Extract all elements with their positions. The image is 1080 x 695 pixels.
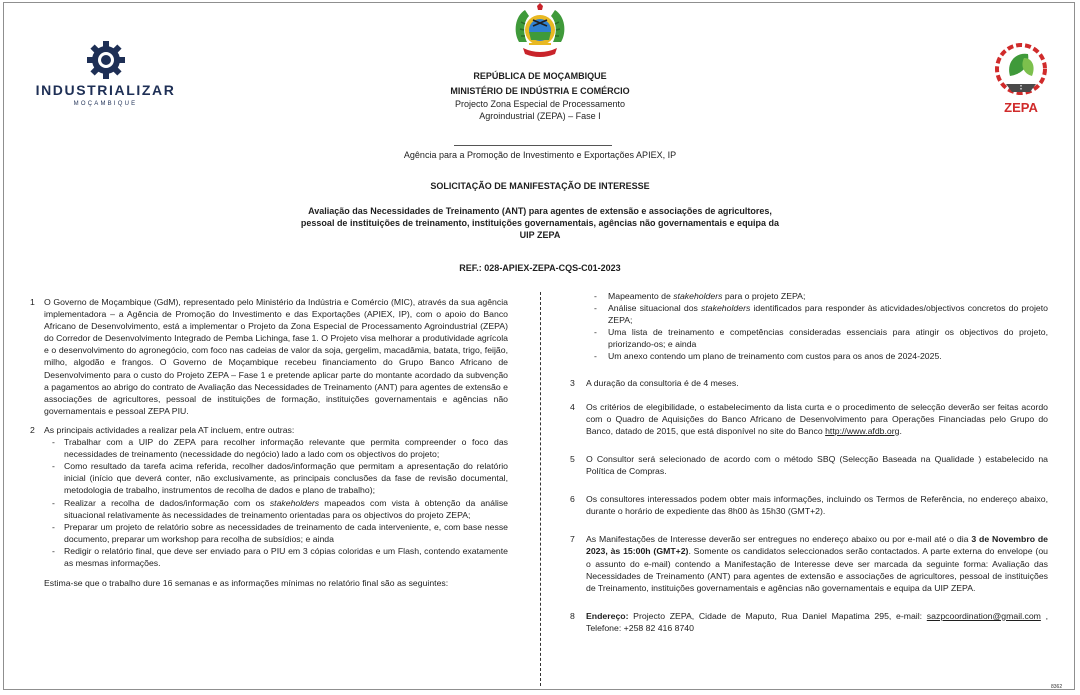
paragraph-number: 4	[570, 401, 575, 412]
paragraph-1	[30, 296, 508, 417]
list-item	[570, 302, 1048, 326]
footer-code: 8362	[1051, 684, 1063, 690]
list-item	[30, 460, 508, 496]
mozambique-emblem-icon	[509, 2, 571, 64]
left-column	[30, 296, 508, 589]
paragraph-5	[570, 453, 1048, 477]
paragraph-7	[570, 533, 1048, 593]
paragraph-text: .	[899, 425, 902, 436]
paragraph-number: 5	[570, 453, 575, 464]
dash-bullet: -	[52, 545, 55, 556]
phone-text: , Telefone: +258 82 416 8740	[586, 610, 1049, 633]
paragraph-text: O Governo de Moçambique (GdM), representado pelo Ministério da Indústria e Comércio (MIC), através da sua agência implementadora – a Agência de Promoção do Investimento e das Exportações (APIEX, IP), com o apoio do Banco Africano de Desenvolvimento, está a implementar o Projeto da Zona Especial de Processamento Agroindustrial (ZEPA) do Corredor de Desenvolvimento Integrado de Pemba Lichinga, fase 1. O Projeto visa melhorar a produtividade agrícola e o desenvolvimento do agronegócio, com foco nas cadeias de valor da soja, gergelim, macadâmia, batata, trigo, feijão, milho, algodão e frangos. O Governo de Moçambique recebeu financiamento do Grupo Banco Africano de Desenvolvimento para o custo do Projeto ZEPA – Fase 1 e pretende aplicar parte do montante acordado da subvenção a pagamentos ao abrigo do contrato de Avaliação das Necessidades de Treinamento (ANT) para agentes de extensão e associações de agricultores, pessoal de instituições de formação, instituições governamentais e agências não governamentais e pessoal ZEPA PIU.	[44, 297, 508, 416]
list-item-emphasis: stakeholders	[269, 497, 320, 508]
project-line-2: Agroindustrial (ZEPA) – Fase I	[479, 111, 601, 121]
list-item-text: Preparar um projeto de relatório sobre as necessidades de treinamento de cada interveniente, e, com base nesse documento, preparar um workshop para recolha de subsídios; e ainda	[64, 521, 508, 544]
paragraph-text: Os consultores interessados podem obter mais informações, incluindo os Termos de Referência, no endereço abaixo, durante o horário de expediente das 8h00 às 15h30 (GMT+2).	[586, 494, 1048, 517]
dash-bullet: -	[52, 437, 55, 448]
reference-number: REF.: 028-APIEX-ZEPA-CQS-C01-2023	[459, 263, 621, 273]
logo-left-name: INDUSTRIALIZAR	[35, 82, 176, 98]
gear-logo-icon	[86, 40, 126, 80]
paragraph-text: Os critérios de elegibilidade, o estabelecimento da lista curta e o procedimento de selecção deverão ser feitas acordo com o Quadro de Aquisições do Banco Africano de Desenvolvimento para Operações Financiadas pelo Grupo do Banco, datado de 2015, que está disponível no site do Banco	[586, 401, 1048, 436]
paragraph-text: Projecto ZEPA, Cidade de Maputo, Rua Daniel Mapatima 295, e-mail:	[628, 610, 927, 621]
address-label: Endereço:	[586, 610, 629, 621]
list-item-text: Trabalhar com a UIP do ZEPA para recolher informação relevante que permita compreender o foco das necessidades de treinamento (necessidade do negócio) lado a lado com os objectivos do projeto;	[64, 437, 508, 460]
dash-bullet: -	[52, 521, 55, 532]
afdb-link[interactable]: http://www.afdb.org	[825, 425, 900, 436]
paragraph-number: 8	[570, 610, 575, 621]
dash-bullet: -	[52, 461, 55, 472]
list-item-text: Redigir o relatório final, que deve ser enviado para o PIU em 3 cópias coloridas e um Flash, contendo exatamente as mesmas informações.	[64, 545, 508, 568]
paragraph-2	[30, 424, 508, 436]
dash-bullet: -	[594, 291, 597, 301]
list-item	[30, 436, 508, 460]
paragraph-6	[570, 493, 1048, 517]
list-item-emphasis: stakeholders	[673, 291, 723, 301]
dash-bullet: -	[594, 351, 597, 362]
list-item-text: identificados para responder às aticvidades/objectivos concretos do projeto ZEPA;	[608, 303, 1048, 326]
list-item	[570, 326, 1048, 350]
zepa-logo	[986, 40, 1056, 115]
paragraph-3	[570, 377, 1048, 389]
closing-line: Estima-se que o trabalho dure 16 semanas e as informações mínimas no relatório final são as seguintes:	[44, 578, 449, 589]
dash-bullet: -	[594, 303, 597, 314]
project-line-1: Projecto Zona Especial de Processamento	[454, 99, 626, 109]
paragraph-number: 7	[570, 534, 575, 545]
industrializar-logo	[28, 40, 183, 107]
list-item-text: Realizar a recolha de dados/informação com os	[64, 497, 270, 508]
paragraph-text: . Somente os candidatos seleccionados serão contactados. A parte externa do envelope (ou o assunto do e-mail) contendo a Manifestação de Interesse deve ser marcada da seguinte forma: Avaliação das Necessidades de Treinamento (ANT) para agentes de extensão e associações de agricultores, pessoal de instituições de Treinamento, instituições governamentais e agências não governamentais e equipa da UIP ZEPA.	[586, 546, 1048, 593]
paragraph-text: As principais actividades a realizar pela AT incluem, entre outras:	[44, 424, 295, 435]
republic-heading: REPÚBLICA DE MOÇAMBIQUE	[473, 71, 607, 81]
notice-title: Avaliação das Necessidades de Treinamento (ANT) para agentes de extensão e associações de agricultores, pessoal de instituições de treinamento, instituições governamentais, agências não governamentais e equipa da UIP ZEPA	[300, 206, 780, 240]
list-item-emphasis: stakeholders	[701, 303, 751, 314]
logo-right-name: ZEPA	[1004, 100, 1038, 115]
column-divider	[540, 292, 541, 686]
list-item-text: Como resultado da tarefa acima referida, recolher dados/informação que permitam a apresentação do relatório inicial (início que deverá conter, não exclusivamente, as principais conclusões da fase de revisão documental, metodologia de trabalho, instrumentos de recolha de dados e plano de trabalho);	[64, 461, 508, 496]
right-column	[570, 290, 1048, 634]
header-rule	[454, 145, 612, 146]
email-link[interactable]: sazpcoordination@gmail.com	[926, 610, 1041, 621]
list-item	[570, 350, 1048, 362]
dash-bullet: -	[594, 327, 597, 338]
list-item-text: Um anexo contendo um plano de treinamento com custos para os anos de 2024-2025.	[608, 351, 942, 362]
paragraph-8	[570, 610, 1048, 634]
list-item-text: Mapeamento de	[608, 291, 674, 301]
list-item-text: para o projeto ZEPA;	[722, 291, 806, 301]
paragraph-text: As Manifestações de Interesse deverão ser entregues no endereço abaixo ou por e-mail até o dia	[586, 534, 972, 545]
paragraph-number: 1	[30, 297, 35, 307]
deadline-text: 3 de Novembro de 2023, às 15:00h (GMT+2)	[586, 534, 1049, 557]
list-item-text: mapeados com vista à obtenção da análise situacional relativamente às necessidades de treinamento orientadas para os objectivos do projeto ZEPA;	[64, 497, 508, 520]
list-item	[570, 290, 1048, 302]
dash-bullet: -	[52, 497, 55, 508]
list-item	[30, 497, 508, 521]
zepa-gear-leaf-icon	[992, 40, 1050, 98]
paragraph-number: 6	[570, 494, 575, 505]
paragraph-number: 2	[30, 424, 35, 435]
paragraph-number: 3	[570, 377, 575, 388]
paragraph-text: O Consultor será selecionado de acordo com o método SBQ (Selecção Baseada na Qualidade ) estabelecido na Política de Compras.	[586, 453, 1048, 477]
list-item-text: Uma lista de treinamento e competências consideradas essenciais para atingir os objectivos do projeto, priorizando-os; e ainda	[608, 327, 1048, 350]
logo-left-sub: MOÇAMBIQUE	[73, 101, 138, 107]
list-item-text: Análise situacional dos	[608, 303, 702, 314]
list-item	[30, 521, 508, 545]
list-item	[30, 545, 508, 569]
solicitation-heading: SOLICITAÇÃO DE MANIFESTAÇÃO DE INTERESSE	[430, 181, 650, 191]
paragraph-4	[570, 401, 1048, 437]
paragraph-text: A duração da consultoria é de 4 meses.	[586, 377, 739, 388]
ministry-heading: MINISTÉRIO DE INDÚSTRIA E COMÉRCIO	[450, 86, 630, 96]
agency-line: Agência para a Promoção de Investimento e Exportações APIEX, IP	[403, 150, 677, 160]
